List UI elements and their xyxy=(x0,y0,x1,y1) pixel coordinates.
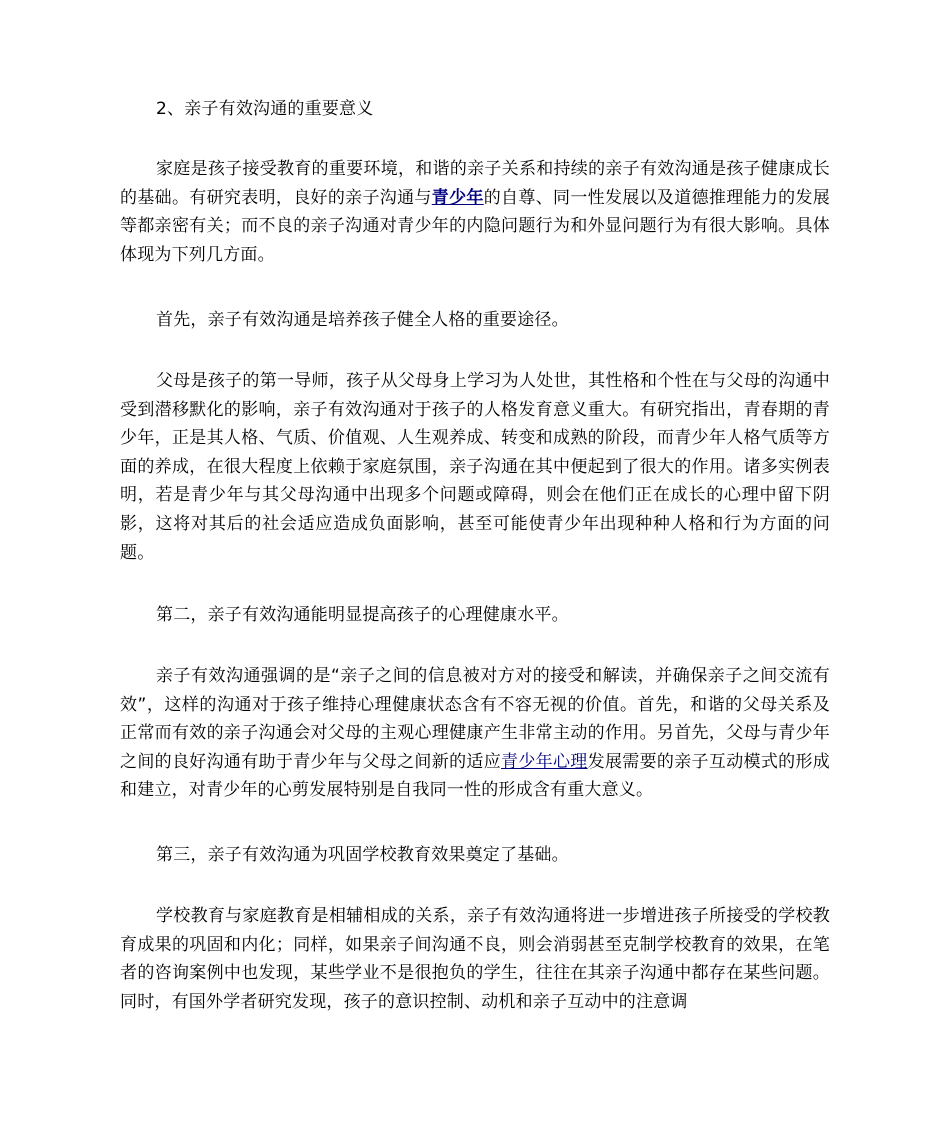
paragraph-text: 父母是孩子的第一导师，孩子从父母身上学习为人处世，其性格和个性在与父母的沟通中受到潜移默化的影响，亲子有效沟通对于孩子的人格发育意义重大。有研究指出，青春期的青少年，正是其人格、气质、价值观、人生观养成、转变和成熟的阶段，而青少年人格气质等方面的养成，在很大程度上依赖于家庭氛围，亲子沟通在其中便起到了很大的作用。诸多实例表明，若是青少年与其父母沟通中出现多个问题或障碍，则会在他们正在成长的心理中留下阴影，这将对其后的社会适应造成负面影响，甚至可能使青少年出现种种人格和行为方面的问题。 xyxy=(120,371,830,563)
paragraph-personality xyxy=(120,367,830,567)
section-heading-text: 2、亲子有效沟通的重要意义 xyxy=(156,99,374,119)
paragraph-text: 学校教育与家庭教育是相辅相成的关系，亲子有效沟通将进一步增进孩子所接受的学校教育成果的巩固和内化；同样，如果亲子间沟通不良，则会消弱甚至克制学校教育的效果，在笔者的咨询案例中也发现，某些学业不是很抱负的学生，往往在其亲子沟通中都存在某些问题。同时，有国外学者研究发现，孩子的意识控制、动机和亲子互动中的注意调 xyxy=(120,906,830,1012)
paragraph-text: 家庭是孩子接受教育的重要环境，和谐的亲子关系和持续的亲子有效沟通是孩子健康成长的基础。有研究表明，良好的亲子沟通与 xyxy=(120,159,830,208)
link-youth[interactable]: 青少年 xyxy=(431,187,484,208)
point-first-heading xyxy=(120,306,830,335)
paragraph-text: 发展需要的亲子互动模式的形成和建立，对青少年的心剪发展特别是自我同一性的形成含有重大意义。 xyxy=(120,751,830,801)
paragraph-text: 亲子有效沟通强调的是“亲子之间的信息被对方对的接受和解读，并确保亲子之间交流有效”，这样的沟通对于孩子维持心理健康状态含有不容无视的价值。首先，和谐的父母关系及正常而有效的亲子沟通会对父母的主观心理健康产生非常主动的作用。另首先，父母与青少年之间的良好沟通有助于青少年与父母之间新的适应 xyxy=(120,666,830,772)
paragraph-text: 的自尊、同一性发展以及道德推理能力的发展等都亲密有关；而不良的亲子沟通对青少年的内隐问题行为和外显问题行为有很大影响。具体体现为下列几方面。 xyxy=(120,187,831,265)
section-heading xyxy=(120,95,830,124)
paragraph-mental-health xyxy=(120,662,830,805)
paragraph-text: 第三，亲子有效沟通为巩固学校教育效果奠定了基础。 xyxy=(156,845,569,865)
point-second-heading xyxy=(120,601,830,630)
point-third-heading xyxy=(120,841,830,870)
paragraph-text: 第二，亲子有效沟通能明显提高孩子的心理健康水平。 xyxy=(156,605,569,625)
paragraph-text: 首先，亲子有效沟通是培养孩子健全人格的重要途径。 xyxy=(156,310,569,330)
paragraph-school-education xyxy=(120,902,830,1016)
paragraph-intro xyxy=(120,155,830,269)
link-youth-psychology[interactable]: 青少年心理 xyxy=(501,751,588,772)
